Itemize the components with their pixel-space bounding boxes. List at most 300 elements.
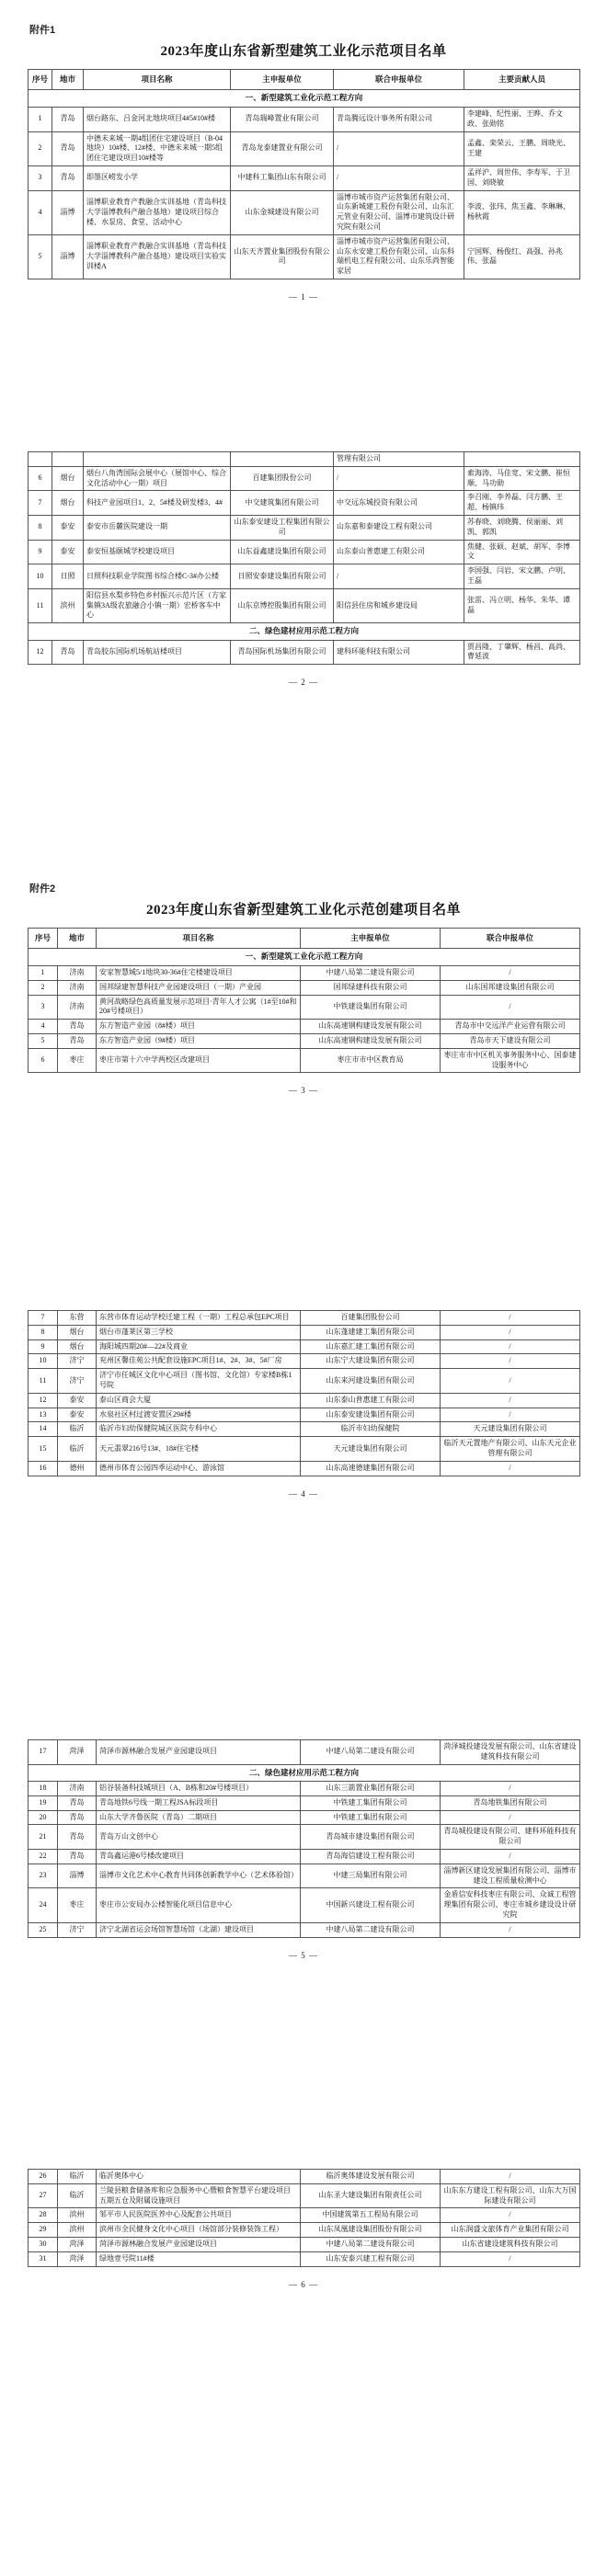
table-cell: 贾昌隆、丁肇辉、杨昌、高尚、曹延波 [464,640,580,665]
table-cell: 山东高速钢构建设发展有限公司 [301,1033,441,1048]
table-cell: 李召刚、李养磊、闫方鹏、王超、杨镇玮 [464,491,580,516]
table-row [29,1393,580,1408]
table-cell: 孟鑫、栾荣云、王鹏、周晓光、王建 [464,131,580,165]
table-cell: 8 [29,1325,58,1339]
page-number-6: — 6 — [289,2279,318,2289]
table-cell: 兖州区馨佳苑公共配套设施EPC项目1#、2#、3#、5#厂房 [97,1354,301,1369]
table-cell: 24 [29,1888,58,1922]
table-cell [464,452,580,467]
table-cell: 临沂奥体中心 [97,2170,301,2184]
table-row [29,588,580,622]
table-cell: 5 [29,1033,58,1048]
table-body [29,107,580,279]
table-cell: 济宁 [58,1369,97,1394]
table-row [29,1408,580,1422]
table-cell: 苏春晓、刘晓腾、侯丽丽、刘凯、郭凯 [464,515,580,540]
document-page-2 [0,429,607,859]
document-page-3 [0,859,607,1288]
table-cell: 9 [29,1339,58,1354]
table-cell: 青岛地铁6号线一期工程JSA标段项目 [97,1795,301,1810]
table-row [29,2183,580,2208]
column-header: 联合申报单位 [441,929,580,949]
table-cell: / [334,466,464,491]
table-row [29,1782,580,1796]
table-row [29,2237,580,2251]
table-cell: 滨州市全民健身文化中心项目（场馆部分装修装饰工程） [97,2223,301,2238]
table-cell: 日照 [52,564,84,589]
table-row [29,1740,580,1765]
table-cell: 济宁北湖省运会场馆智慧场馆（北湖）建设项目 [97,1922,301,1937]
table-cell: 滨州 [52,588,84,622]
column-header: 项目名称 [84,70,231,90]
table-cell: 百建集团股份公司 [301,1311,441,1326]
table-cell: 张雷、冯立明、杨华、朱华、谭磊 [464,588,580,622]
attachment2-title: 2023年度山东省新型建筑工业化示范创建项目名单 [145,903,461,918]
table-cell: 11 [29,1369,58,1394]
table-cell: 中建八局第二建设有限公司 [301,1740,441,1765]
table-cell [84,452,231,467]
table-row [29,1888,580,1922]
table-cell: 菏泽市源林融合发展产业园建设项目 [97,2237,301,2251]
table-cell: 青岛市中交远洋产业运营有限公司 [441,1020,580,1034]
table-cell: / [441,1850,580,1864]
attachment1-label: 附件1 [29,25,56,36]
table-cell: 28 [29,2208,58,2223]
table-cell: 济南 [58,995,97,1020]
table-cell: 山东天齐置业集团股份有限公司 [231,234,334,279]
table-cell: 中建八局第二建设有限公司 [301,1922,441,1937]
table-cell: 德州市体育公园四季运动中心、游泳馆 [97,1461,301,1476]
table-cell: 青岛城市建设集团有限公司 [301,1825,441,1850]
page-number-5: — 5 — [289,1950,318,1960]
table-row [29,234,580,279]
table-cell: 中交远东城投资有限公司 [334,491,464,516]
table-cell: 滨州 [58,2208,97,2223]
table-cell: 淄博职业教育产教融合实训基地（青岛科技大学淄博教科产融合基地）建设项目实验实训楼A [84,234,231,279]
table-cell: 兰陵县粮食储备库和应急服务中心暨粮食智慧平台建设项目五期五仓及附属设施项目 [97,2183,301,2208]
table-cell: 济宁市任城区文化中心项目（图书馆、文化馆）专家楼B栋1号院 [97,1369,301,1394]
table-cell: 国邦绿建科技有限公司 [301,980,441,995]
column-header: 序号 [29,70,52,90]
attachment2-table-page4 [28,1310,580,1476]
column-header: 地市 [52,70,84,90]
table-cell: 12 [29,1393,58,1408]
table-cell: / [441,1810,580,1825]
table-cell: 国邦绿建智慧科技产业园建设项目（一期）产业园 [97,980,301,995]
table-cell: 淄博 [52,190,84,234]
table-cell: 14 [29,1422,58,1437]
table-cell: 淄博市城市资产运营集团有限公司、山东永安建工股份有限公司、山东科瑞机电工程有限公司、山东乐尚智能家居 [334,234,464,279]
table-cell: 青岛 [58,1810,97,1825]
table-cell: 阳信县水梨乡特色乡村振兴示范片区（方家集镇3A级农旅融合小镇一期）宏桥客车中心 [84,588,231,622]
table-cell: 青岛瑞峰置业有限公司 [231,107,334,131]
column-header: 序号 [29,929,58,949]
table-cell [29,452,52,467]
table-body [29,1311,580,1476]
section-row [29,949,580,965]
section-row [29,623,580,640]
table-cell: 中铁建工集团有限公司 [301,1810,441,1825]
page-number-4: — 4 — [289,1488,318,1499]
table-cell: 枣庄市第十六中学两校区改建项目 [97,1048,301,1073]
table-cell: 临沂 [58,2183,97,2208]
table-cell: 临沂 [58,2170,97,2184]
table-cell: 泰安恒基颐城学校建设项目 [84,540,231,564]
table-cell: 11 [29,588,52,622]
table-cell: 青岛胶东国际机场航站楼项目 [84,640,231,665]
table-cell: 山东嘉和泰建设工程有限公司 [334,515,464,540]
table-cell: 菏泽 [58,2237,97,2251]
table-cell: 金盾信安科技枣庄有限公司、众诚工程管理集团有限公司、枣庄市城乡建设设计研究院 [441,1888,580,1922]
table-cell: 1 [29,107,52,131]
table-cell: 淄博市城市资产运营集团有限公司、山东新城建工股份有限公司、山东汇元管业有限公司、淄博市建筑设计研究院有限公司 [334,190,464,234]
table-cell: 25 [29,1922,58,1937]
table-cell: 青岛龙泰建置业有限公司 [231,131,334,165]
table-cell: 29 [29,2223,58,2238]
table-cell: 即墨区崂发小学 [84,165,231,190]
table-row [29,491,580,516]
table-cell: 东方智造产业园（8#楼）项目 [97,1020,301,1034]
table-cell: / [441,2251,580,2266]
table-cell: 中德未来城一期4组团住宅建设项目（B-04地块）10#楼、12#楼、中德未来城一期5组团住宅建设项目10#楼等 [84,131,231,165]
table-cell: / [441,1325,580,1339]
table-cell: 山东凤凰建设集团股份有限公司 [301,2223,441,2238]
table-cell: 宁国辉、杨俊红、高强、孙兆伟、张磊 [464,234,580,279]
table-cell: 黄河战略绿色高质量发展示范项目·青年人才公寓（1#至10#和20#号楼项目） [97,995,301,1020]
table-cell: / [441,1311,580,1326]
table-row [29,466,580,491]
table-cell: 烟台市蓬莱区第三学校 [97,1325,301,1339]
table-cell: / [441,1393,580,1408]
table-row [29,2170,580,2184]
table-cell: 菏泽 [58,2251,97,2266]
table-cell: 17 [29,1740,58,1765]
table-cell: 19 [29,1795,58,1810]
table-cell: 中建八局第二建设有限公司 [301,965,441,980]
column-header: 联合申报单位 [334,70,464,90]
table-cell: 青岛万山文创中心 [97,1825,301,1850]
table-cell: 16 [29,1461,58,1476]
table-cell: 7 [29,1311,58,1326]
table-cell: 东营市体育运动学校迁建工程（一期）工程总承包EPC项目 [97,1311,301,1326]
section-row [29,90,580,107]
table-cell: 邹平市人民医院医养中心及配套公共项目 [97,2208,301,2223]
section-header: 二、绿色建材应用示范工程方向 [29,623,580,640]
table-cell: 建科环能科技有限公司 [334,640,464,665]
table-cell: 济宁 [58,1922,97,1937]
section-header: 二、绿色建材应用示范工程方向 [29,1764,580,1781]
table-cell: 海阳城四期20#—22#及商业 [97,1339,301,1354]
table-cell: 山东益鑫建设集团有限公司 [231,540,334,564]
table-cell: 临沂市妇幼保健院城区医院专科中心 [97,1422,301,1437]
table-cell: 26 [29,2170,58,2184]
table-cell: 中国新兴建设工程有限公司 [301,1888,441,1922]
table-cell: 阳信县住房和城乡建设局 [334,588,464,622]
table-cell: 中建八局第二建设有限公司 [301,2237,441,2251]
table-cell: 山东嘉汇建工集团有限公司 [301,1339,441,1354]
table-header-row [29,70,580,90]
table-cell: 东营 [58,1311,97,1326]
table-cell: 7 [29,491,52,516]
table-row [29,1354,580,1369]
table-cell: 27 [29,2183,58,2208]
table-cell: 淄博 [58,1864,97,1888]
table-row [29,1048,580,1073]
table-cell: 东方智造产业园（9#楼）项目 [97,1033,301,1048]
table-cell: 山东三箭置业集团有限公司 [301,1782,441,1796]
table-cell: 18 [29,1782,58,1796]
table-cell: 中建科工集团山东有限公司 [231,165,334,190]
attachment2-label: 附件2 [29,883,56,895]
table-cell: 孟祥沪、周世伟、李寿军、于卫国、刘晓敏 [464,165,580,190]
table-cell: 泰安市岳麓医院建设一期 [84,515,231,540]
table-cell: 天元建设集团有限公司 [301,1437,441,1462]
table-cell: 10 [29,1354,58,1369]
table-cell: 青岛 [52,131,84,165]
table-cell: 4 [29,1020,58,1034]
table-cell: 枣庄市公安局办公楼智能化项目信息中心 [97,1888,301,1922]
table-cell: 管理有限公司 [334,452,464,467]
table-cell: 中交建筑集团有限公司 [231,491,334,516]
table-row [29,165,580,190]
table-row [29,1850,580,1864]
table-cell: 2 [29,980,58,995]
table-cell: 山东泰山普惠建工有限公司 [334,540,464,564]
column-header: 主申报单位 [301,929,441,949]
table-body [29,1740,580,1765]
table-cell: 青岛城投建设有限公司、建科环能科技有限公司 [441,1825,580,1850]
table-cell: 泰安 [58,1408,97,1422]
table-cell: 焦健、张硕、赵斌、胡军、李博文 [464,540,580,564]
table-cell: 2 [29,131,52,165]
table-header-row [29,929,580,949]
column-header: 地市 [58,929,97,949]
table-cell: 山东金城建设有限公司 [231,190,334,234]
table-row [29,540,580,564]
table-cell: 山东宁大建设集团有限公司 [301,1354,441,1369]
table-cell: 菏泽 [58,1740,97,1765]
table-cell: / [441,1339,580,1354]
table-cell: 青岛 [52,165,84,190]
table-cell: 泰安 [58,1393,97,1408]
table-row [29,1810,580,1825]
table-cell: 12 [29,640,52,665]
table-cell: 索海涛、马佳宽、宋文鹏、崔恒顺、马功勋 [464,466,580,491]
table-cell: 泰山区商会大厦 [97,1393,301,1408]
table-body [29,1782,580,1938]
table-cell: 4 [29,190,52,234]
table-cell: 山东省建设建筑科技有限公司 [441,2237,580,2251]
table-cell: 中铁建工集团有限公司 [301,1795,441,1810]
attachment2-table-page6 [28,2169,580,2267]
table-row [29,452,580,467]
attachment2-table-page3 [28,928,580,1073]
table-cell: 淄博 [52,234,84,279]
table-cell: 青岛国际机场集团有限公司 [231,640,334,665]
table-cell: 9 [29,540,52,564]
table-row [29,190,580,234]
table-cell: 6 [29,466,52,491]
table-cell: 山东泰山普惠建工有限公司 [301,1393,441,1408]
table-row [29,965,580,980]
table-cell: / [441,1782,580,1796]
table-cell: 枣庄 [58,1888,97,1922]
table-cell: 淄博职业教育产教融合实训基地（青岛科技大学淄博教科产融合基地）建设项目综合楼、水泵房、食堂、活动中心 [84,190,231,234]
document-page-5 [0,1717,607,2147]
table-cell: 10 [29,564,52,589]
table-cell: 临沂奥体建设发展有限公司 [301,2170,441,2184]
table-cell: 山东高速钢构建设发展有限公司 [301,1020,441,1034]
table-cell: 山东泰安建设集团有限公司 [301,1408,441,1422]
table-cell: 德州 [58,1461,97,1476]
table-cell: 铝谷装备科技城项目（A、B栋和20#号楼项目） [97,1782,301,1796]
table-cell: / [441,995,580,1020]
table-cell: 23 [29,1864,58,1888]
table-cell: / [441,1354,580,1369]
table-cell: 青岛海信建设工程有限公司 [301,1850,441,1864]
table-row [29,1033,580,1048]
table-cell: 青岛 [58,1020,97,1034]
document-page-1 [0,0,607,429]
table-row [29,1325,580,1339]
table-cell: / [441,1461,580,1476]
table-cell: 枣庄市市中区机关事务服务中心、国泰建设服务中心 [441,1048,580,1073]
table-cell: 5 [29,234,52,279]
table-row [29,2223,580,2238]
page-number-3: — 3 — [289,1086,318,1096]
table-body [29,965,580,1072]
table-row [29,1825,580,1850]
attachment2-table-page5 [28,1739,580,1938]
table-cell: 临沂市妇幼保健院 [301,1422,441,1437]
table-cell: 青岛 [58,1825,97,1850]
table-cell: 山东安泰兴建工程有限公司 [301,2251,441,2266]
table-cell: 31 [29,2251,58,2266]
table-row [29,564,580,589]
section-row [29,1764,580,1781]
section-header: 一、新型建筑工业化示范工程方向 [29,949,580,965]
document-page-6 [0,2147,607,2576]
table-cell: 青岛鑫运港6号楼改建项目 [97,1850,301,1864]
table-cell: 科技产业园项目1、2、5#楼及研发楼3、4# [84,491,231,516]
table-cell: 青岛地铁集团有限公司 [441,1795,580,1810]
table-cell: 3 [29,165,52,190]
table-cell: 青岛 [58,1033,97,1048]
table-cell: 中铁建设集团有限公司 [301,995,441,1020]
table-cell: 百建集团股份公司 [231,466,334,491]
page-number-1: — 1 — [289,291,318,302]
table-cell: 济南 [58,965,97,980]
table-cell: 烟台 [58,1325,97,1339]
table-row [29,640,580,665]
attachment1-title: 2023年度山东省新型建筑工业化示范项目名单 [160,44,447,59]
table-cell: 中建三局集团有限公司 [301,1864,441,1888]
table-row [29,1437,580,1462]
table-row [29,1020,580,1034]
table-cell: 李波、张玮、焦玉鑫、李琳琳、杨秋霞 [464,190,580,234]
table-cell: 13 [29,1408,58,1422]
table-row [29,1369,580,1394]
table-cell: 烟台 [52,466,84,491]
table-row [29,107,580,131]
table-cell: 烟台八角湾国际会展中心（展馆中心、综合文化活动中心一期）项目 [84,466,231,491]
table-row [29,1922,580,1937]
table-cell: 1 [29,965,58,980]
table-cell: 21 [29,1825,58,1850]
table-cell: 烟台 [58,1339,97,1354]
table-cell: 菏泽城投建设发展有限公司、山东省建设建筑科技有限公司 [441,1740,580,1765]
table-row [29,131,580,165]
table-row [29,1795,580,1810]
table-cell: 安家智慧城5/1地块30-36#住宅楼建设项目 [97,965,301,980]
table-cell: 济南 [58,1782,97,1796]
table-cell: 枣庄 [58,1048,97,1073]
table-cell: 山东京博控股集团有限公司 [231,588,334,622]
table-cell: 青岛腾远设计事务所有限公司 [334,107,464,131]
table-cell: 临沂 [58,1437,97,1462]
table-cell: / [441,2208,580,2223]
table-cell: / [334,564,464,589]
table-cell: 山东圣大建设集团有限责任公司 [301,2183,441,2208]
table-cell: 青岛 [58,1795,97,1810]
table-cell: 李国强、闫岩、宋文鹏、卢明、王磊 [464,564,580,589]
table-cell: 山东大学齐鲁医院（青岛）二期项目 [97,1810,301,1825]
table-cell: 山东东方建设工程有限公司、山东大万国际建设有限公司 [441,2183,580,2208]
table-row [29,1864,580,1888]
table-cell [231,452,334,467]
table-row [29,2251,580,2266]
table-cell: 天元翡翠216号13#、18#住宅楼 [97,1437,301,1462]
table-cell: / [334,131,464,165]
table-cell: / [441,965,580,980]
table-cell: 青岛 [58,1850,97,1864]
table-cell: 30 [29,2237,58,2251]
table-cell: 淄博新区建设发展集团有限公司、淄博市建设工程质量检测中心 [441,1864,580,1888]
document-page-4 [0,1288,607,1717]
table-cell: 菏泽市源林融合发展产业园建设项目 [97,1740,301,1765]
table-cell: 山东泰安建设工程集团有限公司 [231,515,334,540]
table-cell: 3 [29,995,58,1020]
table-row [29,1339,580,1354]
column-header: 主申报单位 [231,70,334,90]
table-cell: 天元建设集团有限公司 [441,1422,580,1437]
table-cell: 青岛 [52,640,84,665]
table-cell: / [441,1408,580,1422]
table-cell: 6 [29,1048,58,1073]
table-cell: 济宁 [58,1354,97,1369]
table-cell: 日照科技职业学院图书综合楼C-3#办公楼 [84,564,231,589]
table-cell: 日照安泰建设集团有限公司 [231,564,334,589]
table-row [29,515,580,540]
table-cell: 李建峰、纪性丽、王晔、乔文政、张勋铭 [464,107,580,131]
table-cell: 山东国邦建设集团有限公司 [441,980,580,995]
table-cell: 山东蓬建建工集团有限公司 [301,1325,441,1339]
table-row [29,995,580,1020]
table-cell: 枣庄市市中区教育局 [301,1048,441,1073]
table-body [29,2170,580,2267]
table-cell: 滨州 [58,2223,97,2238]
section-header: 一、新型建筑工业化示范工程方向 [29,90,580,107]
table-cell: / [441,1369,580,1394]
table-row [29,1461,580,1476]
table-row [29,1311,580,1326]
column-header: 主要贡献人员 [464,70,580,90]
table-cell: 山东高速德建集团有限公司 [301,1461,441,1476]
table-row [29,1422,580,1437]
table-cell: 烟台路东、吕金河北地块项目4#5#10#楼 [84,107,231,131]
table-cell: 泰安 [52,540,84,564]
table-row [29,2208,580,2223]
